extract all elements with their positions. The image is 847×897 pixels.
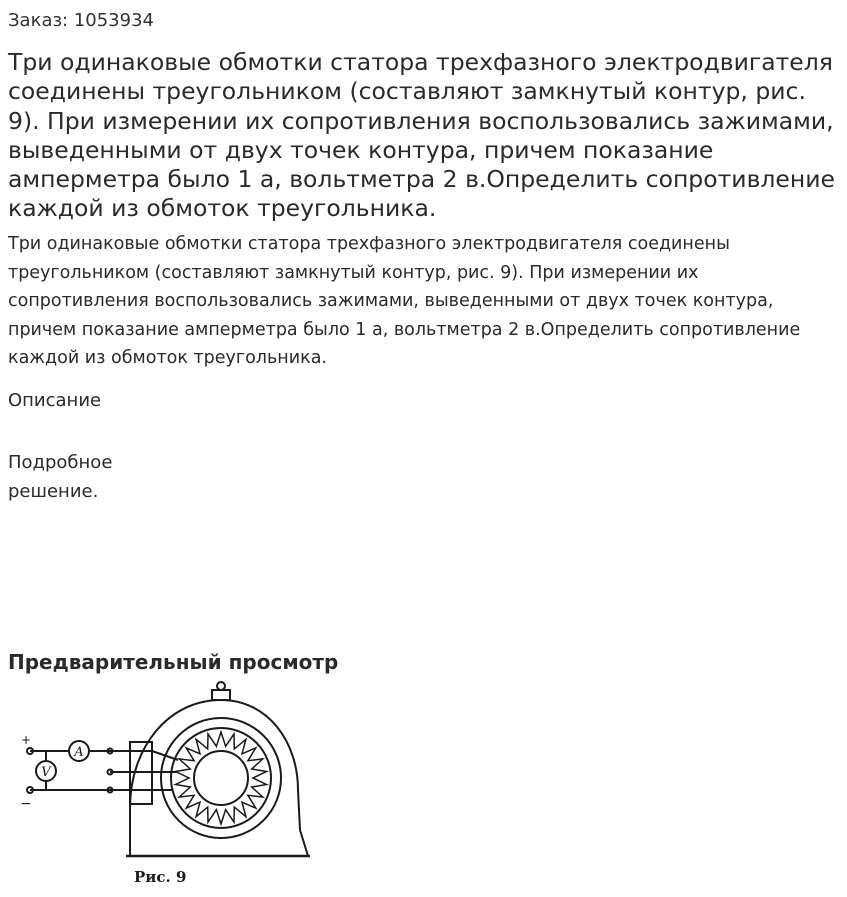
preview-heading: Предварительный просмотр [8,650,339,674]
motor-circuit-figure [18,680,318,890]
solution-note: Подробное решение. [8,452,113,502]
plus-sign: + [20,733,32,747]
figure-caption: Рис. 9 [134,868,187,886]
voltmeter-label: V [41,765,51,780]
task-title: Три одинаковые обмотки статора трехфазного электродвигателя соединены треугольником (составляют замкнутый контур, рис. 9). При измерении их сопротивления воспользовались зажимами, выведенными от двух точек контура, причем показание амперметра было 1 а, вольтметра 2 в.Определить сопротивление каждой из обмоток треугольника. [8,48,835,223]
minus-sign: − [20,796,32,812]
description-label: Описание [8,390,102,411]
task-description: Три одинаковые обмотки статора трехфазного электродвигателя соединены треугольником (составляют замкнутый контур, рис. 9). При измерении их сопротивления воспользовались зажимами, выведенными от двух точек контура, причем показание амперметра было 1 а, вольтметра 2 в.Определить сопротивление каждой из обмоток треугольника. [8,234,801,369]
motor-circuit-diagram [18,680,318,870]
order-number: Заказ: 1053934 [8,10,154,31]
ammeter-label: A [74,745,84,760]
